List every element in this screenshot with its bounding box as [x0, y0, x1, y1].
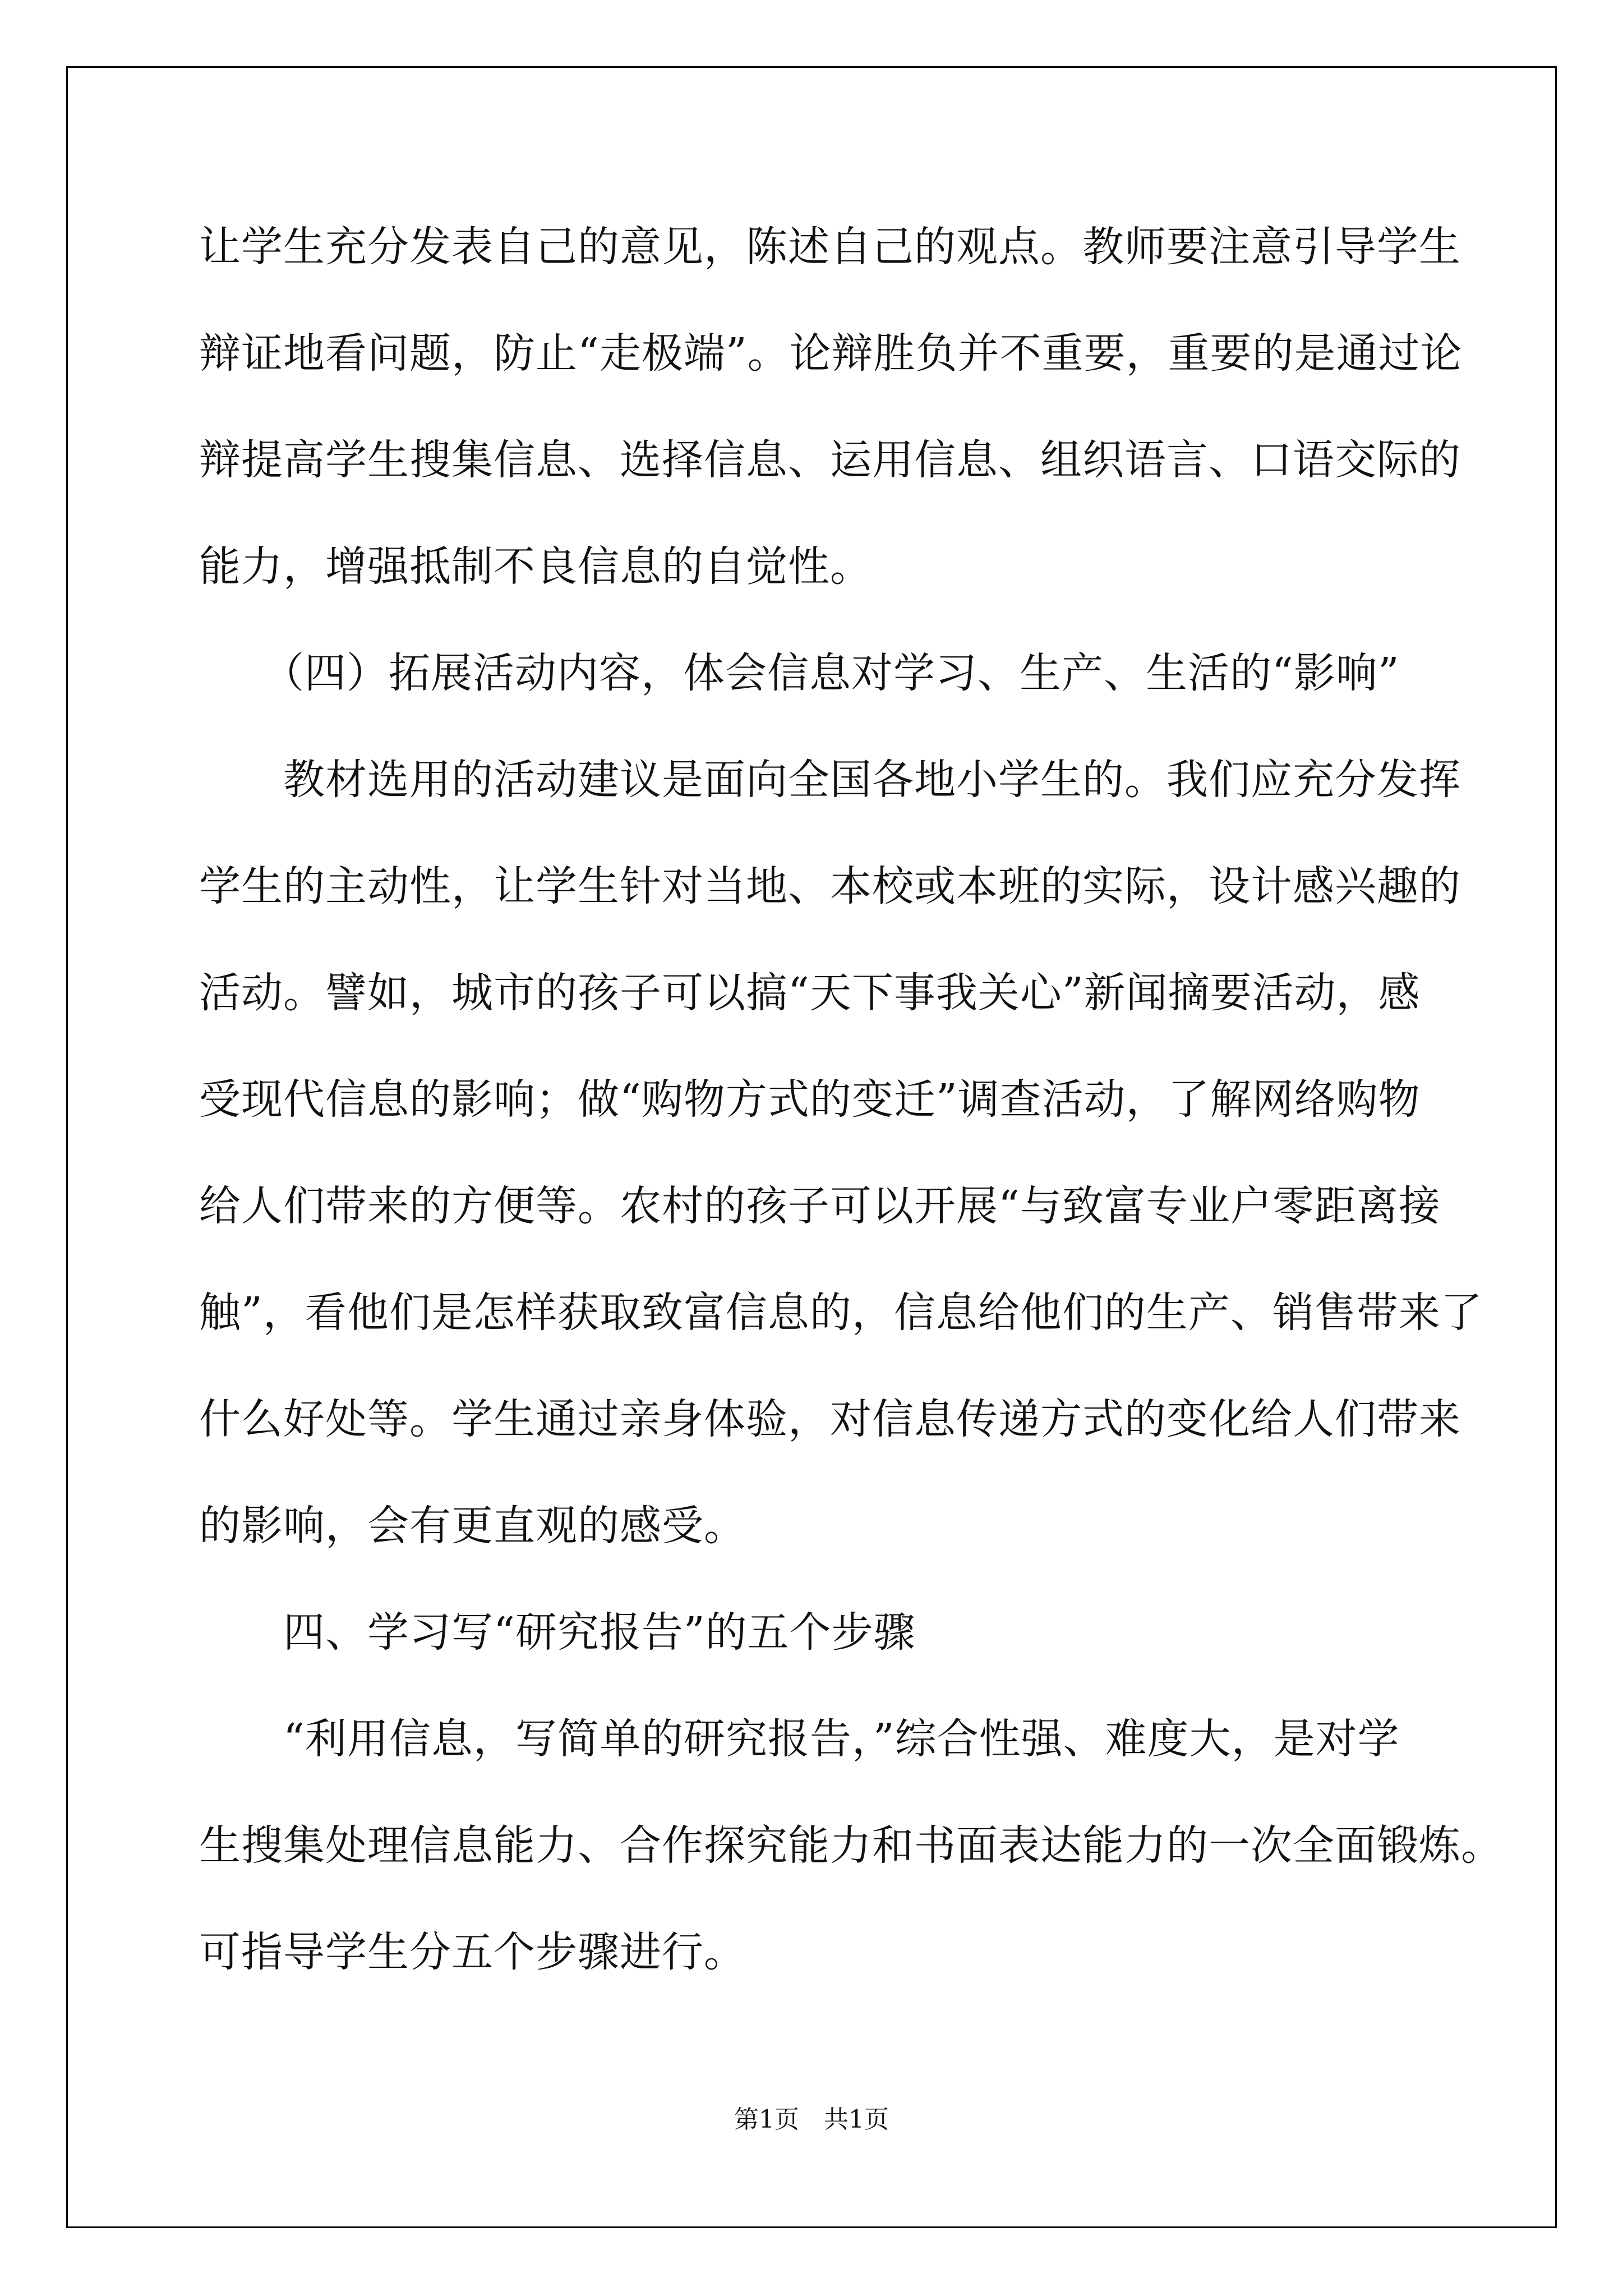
document-body: [199, 194, 1503, 2005]
text-line: 辩提高学生搜集信息、选择信息、运用信息、组织语言、口语交际的: [199, 436, 1461, 484]
text-line: 受现代信息的影响；做“购物方式的变迁”调查活动，了解网络购物: [199, 1075, 1421, 1124]
text-line: 生搜集处理信息能力、合作探究能力和书面表达能力的一次全面锻炼。: [199, 1821, 1503, 1870]
text-line: 能力，增强抵制不良信息的自觉性。: [199, 542, 872, 591]
text-line: 学生的主动性，让学生针对当地、本校或本班的实际，设计感兴趣的: [199, 862, 1461, 910]
text-line: 的影响，会有更直观的感受。: [199, 1502, 746, 1550]
text-line: 辩证地看问题，防止“走极端”。论辩胜负并不重要，重要的是通过论: [199, 329, 1463, 378]
page-number-footer: 第1页 共1页: [734, 2105, 889, 2134]
section-heading: （四）拓展活动内容，体会信息对学习、生产、生活的“影响”: [199, 649, 1400, 697]
text-line: 什么好处等。学生通过亲身体验，对信息传递方式的变化给人们带来: [199, 1395, 1461, 1443]
text-line: 让学生充分发表自己的意见，陈述自己的观点。教师要注意引导学生: [199, 223, 1461, 271]
text-line: 给人们带来的方便等。农村的孩子可以开展“与致富专业户零距离接: [199, 1182, 1441, 1230]
text-line: 触”，看他们是怎样获取致富信息的，信息给他们的生产、销售带来了: [199, 1289, 1483, 1337]
section-heading: 四、学习写“研究报告”的五个步骤: [199, 1608, 916, 1657]
text-line: 活动。譬如，城市的孩子可以搞“天下事我关心”新闻摘要活动，感: [199, 969, 1421, 1017]
text-line: 可指导学生分五个步骤进行。: [199, 1928, 746, 1976]
text-line: “利用信息，写简单的研究报告，”综合性强、难度大，是对学: [199, 1715, 1400, 1763]
text-line: 教材选用的活动建议是面向全国各地小学生的。我们应充分发挥: [199, 756, 1461, 804]
